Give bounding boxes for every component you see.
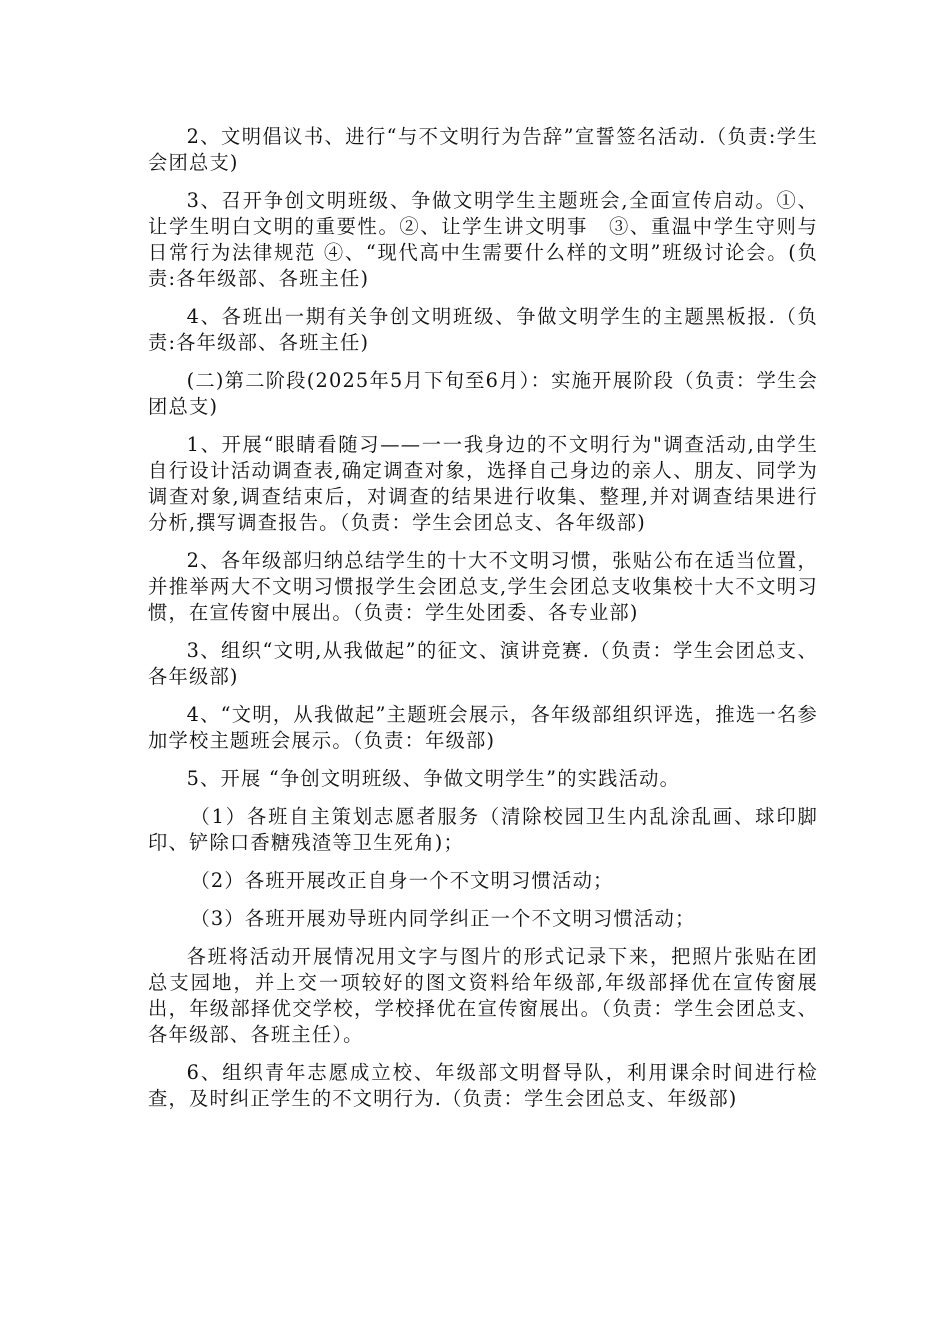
paragraph-item-4-blackboard: 4、各班出一期有关争创文明班级、争做文明学生的主题黑板报.（负责:各年级部、各班主任) [148, 305, 818, 354]
paragraph-stage2-item-6-supervision: 6、组织青年志愿成立校、年级部文明督导队，利用课余时间进行检查，及时纠正学生的不文明行为.（负责：学生会团总支、年级部) [148, 1061, 818, 1110]
paragraph-stage2-item-5-practice: 5、开展 “争创文明班级、争做文明学生”的实践活动。 [186, 767, 681, 790]
paragraph-record-activities: 各班将活动开展情况用文字与图片的形式记录下来，把照片张贴在团总支园地，并上交一项较好的图文资料给年级部,年级部择优在宣传窗展出，年级部择优交学校，学校择优在宣传窗展出。（负责：学生会团总支、各年级部、各班主任）。 [148, 945, 818, 1046]
paragraph-stage2-item-3-essay: 3、组织“文明,从我做起”的征文、演讲竞赛.（负责：学生会团总支、各年级部) [148, 639, 818, 688]
sub-item-1-volunteer: （1）各班自主策划志愿者服务（清除校园卫生内乱涂乱画、球印脚印、铲除口香糖残渣等卫生死角)； [148, 805, 818, 854]
paragraph-item-2-pledge: 2、文明倡议书、进行“与不文明行为告辞”宣誓签名活动.（负责:学生会团总支) [148, 125, 818, 174]
document-page [148, 124, 818, 1124]
paragraph-stage2-item-2-habits: 2、各年级部归纳总结学生的十大不文明习惯，张贴公布在适当位置，并推举两大不文明习惯报学生会团总支,学生会团总支收集校十大不文明习惯，在宣传窗中展出。（负责：学生处团委、各专业部) [148, 549, 818, 624]
paragraph-stage2-item-1-survey: 1、开展“眼睛看随习——一一我身边的不文明行为"调查活动,由学生自行设计活动调查表,确定调查对象，选择自己身边的亲人、朋友、同学为调查对象,调查结束后，对调查的结果进行收集、整理,并对调查结果进行分析,撰写调查报告。（负责：学生会团总支、各年级部) [148, 433, 818, 534]
sub-item-2-self-correct: （2）各班开展改正自身一个不文明习惯活动； [190, 869, 614, 892]
paragraph-stage2-item-4-showcase: 4、“文明，从我做起”主题班会展示，各年级部组织评选，推选一名参加学校主题班会展示。（负责：年级部) [148, 703, 818, 752]
sub-item-3-peer-correct: （3）各班开展劝导班内同学纠正一个不文明习惯活动； [190, 907, 696, 930]
section-heading-stage-two: (二)第二阶段(2025年5月下旬至6月）：实施开展阶段（负责：学生会团总支) [148, 369, 818, 418]
paragraph-item-3-class-meeting: 3、召开争创文明班级、争做文明学生主题班会,全面宣传启动。①、让学生明白文明的重要性。②、让学生讲文明事 ③、重温中学生守则与日常行为法律规范 ④、“现代高中生需要什么样的文明”班级讨论会。(负责:各年级部、各班主任) [148, 189, 818, 290]
